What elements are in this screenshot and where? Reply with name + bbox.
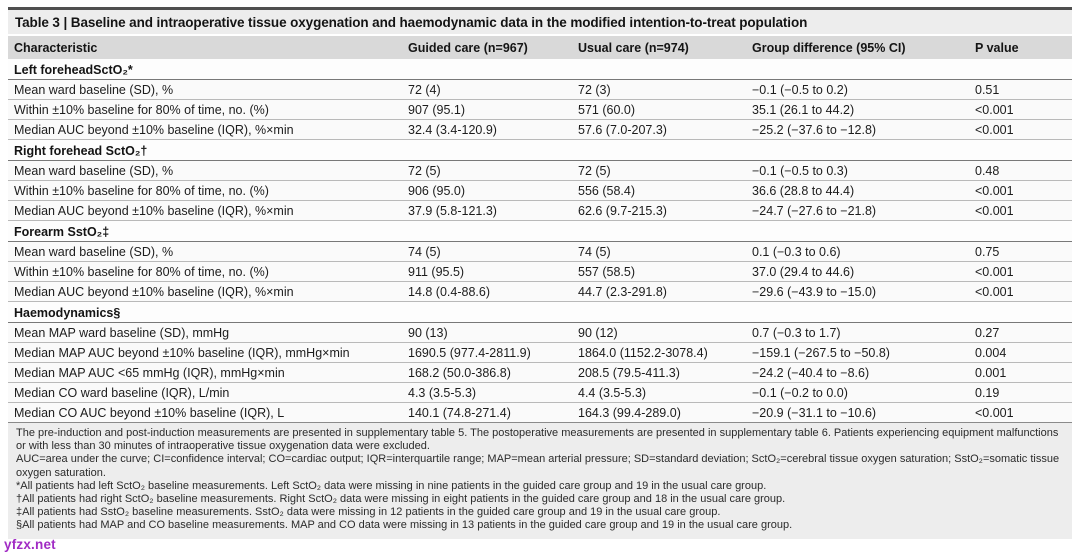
column-header-p-value: P value bbox=[969, 36, 1072, 59]
cell-guided-care: 90 (13) bbox=[402, 323, 572, 343]
cell-guided-care: 37.9 (5.8-121.3) bbox=[402, 201, 572, 221]
cell-characteristic: Within ±10% baseline for 80% of time, no. (%) bbox=[8, 100, 402, 120]
cell-group-difference: −0.1 (−0.5 to 0.3) bbox=[746, 161, 969, 181]
watermark-text: yfzx.net bbox=[4, 537, 56, 552]
cell-guided-care: 911 (95.5) bbox=[402, 262, 572, 282]
cell-usual-care: 571 (60.0) bbox=[572, 100, 746, 120]
cell-usual-care: 74 (5) bbox=[572, 242, 746, 262]
cell-characteristic: Within ±10% baseline for 80% of time, no. (%) bbox=[8, 181, 402, 201]
cell-characteristic: Median AUC beyond ±10% baseline (IQR), %×min bbox=[8, 120, 402, 140]
table-row bbox=[8, 403, 1072, 423]
table-row bbox=[8, 161, 1072, 181]
cell-usual-care: 4.4 (3.5-5.3) bbox=[572, 383, 746, 403]
cell-group-difference: −29.6 (−43.9 to −15.0) bbox=[746, 282, 969, 302]
section-header-label: Right forehead SctO₂† bbox=[8, 140, 1072, 161]
cell-group-difference: −24.2 (−40.4 to −8.6) bbox=[746, 363, 969, 383]
section-header-label: Haemodynamics§ bbox=[8, 302, 1072, 323]
section-header-label: Forearm SstO₂‡ bbox=[8, 221, 1072, 242]
table-row bbox=[8, 262, 1072, 282]
cell-group-difference: 35.1 (26.1 to 44.2) bbox=[746, 100, 969, 120]
cell-p-value: <0.001 bbox=[969, 403, 1072, 423]
cell-characteristic: Median CO ward baseline (IQR), L/min bbox=[8, 383, 402, 403]
cell-guided-care: 168.2 (50.0-386.8) bbox=[402, 363, 572, 383]
cell-p-value: <0.001 bbox=[969, 100, 1072, 120]
cell-usual-care: 556 (58.4) bbox=[572, 181, 746, 201]
cell-usual-care: 90 (12) bbox=[572, 323, 746, 343]
cell-guided-care: 906 (95.0) bbox=[402, 181, 572, 201]
table-row bbox=[8, 383, 1072, 403]
cell-p-value: <0.001 bbox=[969, 262, 1072, 282]
cell-guided-care: 14.8 (0.4-88.6) bbox=[402, 282, 572, 302]
table-row bbox=[8, 363, 1072, 383]
cell-p-value: 0.51 bbox=[969, 80, 1072, 100]
cell-p-value: 0.001 bbox=[969, 363, 1072, 383]
cell-characteristic: Mean ward baseline (SD), % bbox=[8, 80, 402, 100]
table-row bbox=[8, 242, 1072, 262]
table3-container bbox=[8, 7, 1072, 539]
cell-characteristic: Mean MAP ward baseline (SD), mmHg bbox=[8, 323, 402, 343]
cell-guided-care: 4.3 (3.5-5.3) bbox=[402, 383, 572, 403]
cell-p-value: 0.75 bbox=[969, 242, 1072, 262]
section-header-row bbox=[8, 140, 1072, 161]
cell-group-difference: 0.7 (−0.3 to 1.7) bbox=[746, 323, 969, 343]
cell-guided-care: 1690.5 (977.4-2811.9) bbox=[402, 343, 572, 363]
cell-p-value: <0.001 bbox=[969, 181, 1072, 201]
cell-guided-care: 140.1 (74.8-271.4) bbox=[402, 403, 572, 423]
table-row bbox=[8, 181, 1072, 201]
cell-group-difference: −24.7 (−27.6 to −21.8) bbox=[746, 201, 969, 221]
cell-usual-care: 557 (58.5) bbox=[572, 262, 746, 282]
cell-characteristic: Mean ward baseline (SD), % bbox=[8, 242, 402, 262]
footnote-line: §All patients had MAP and CO baseline measurements. MAP and CO data were missing in 13 patients in the guided care group and 19 in the usual care group. bbox=[16, 519, 793, 532]
cell-p-value: <0.001 bbox=[969, 201, 1072, 221]
cell-p-value: 0.27 bbox=[969, 323, 1072, 343]
cell-usual-care: 57.6 (7.0-207.3) bbox=[572, 120, 746, 140]
cell-p-value: <0.001 bbox=[969, 120, 1072, 140]
table-footnotes bbox=[8, 423, 1072, 539]
footnote-line: *All patients had left SctO₂ baseline measurements. Left SctO₂ data were missing in nine patients in the guided care group and 19 in the usual care group. bbox=[16, 479, 767, 492]
table-row bbox=[8, 201, 1072, 221]
footnote-line: AUC=area under the curve; CI=confidence interval; CO=cardiac output; IQR=interquartile range; MAP=mean arterial pressure; SD=standard deviation; SctO₂=cerebral tissue oxygen saturation; SstO₂=somatic tissue oxygen saturation. bbox=[16, 453, 1060, 479]
cell-group-difference: −25.2 (−37.6 to −12.8) bbox=[746, 120, 969, 140]
cell-usual-care: 1864.0 (1152.2-3078.4) bbox=[572, 343, 746, 363]
cell-characteristic: Mean ward baseline (SD), % bbox=[8, 161, 402, 181]
footnote-line: The pre-induction and post-induction measurements are presented in supplementary table 5. The postoperative measurements are presented in supplementary table 6. Patients experiencing equipment malfunctions or with less than 30 minutes of intraoperative tissue oxygenation data were excluded. bbox=[16, 427, 1059, 453]
cell-usual-care: 72 (3) bbox=[572, 80, 746, 100]
cell-characteristic: Median AUC beyond ±10% baseline (IQR), %×min bbox=[8, 201, 402, 221]
column-header-usual-care: Usual care (n=974) bbox=[572, 36, 746, 59]
cell-usual-care: 44.7 (2.3-291.8) bbox=[572, 282, 746, 302]
cell-characteristic: Median CO AUC beyond ±10% baseline (IQR), L bbox=[8, 403, 402, 423]
cell-guided-care: 32.4 (3.4-120.9) bbox=[402, 120, 572, 140]
cell-usual-care: 62.6 (9.7-215.3) bbox=[572, 201, 746, 221]
column-header-group-difference: Group difference (95% CI) bbox=[746, 36, 969, 59]
cell-guided-care: 907 (95.1) bbox=[402, 100, 572, 120]
cell-group-difference: −159.1 (−267.5 to −50.8) bbox=[746, 343, 969, 363]
cell-usual-care: 72 (5) bbox=[572, 161, 746, 181]
table-title: Table 3 | Baseline and intraoperative tissue oxygenation and haemodynamic data in the modified intention-to-treat population bbox=[8, 10, 1072, 34]
section-header-row bbox=[8, 302, 1072, 323]
table-row bbox=[8, 80, 1072, 100]
cell-characteristic: Median MAP AUC beyond ±10% baseline (IQR), mmHg×min bbox=[8, 343, 402, 363]
section-header-row bbox=[8, 59, 1072, 80]
cell-usual-care: 164.3 (99.4-289.0) bbox=[572, 403, 746, 423]
table-row bbox=[8, 282, 1072, 302]
cell-guided-care: 74 (5) bbox=[402, 242, 572, 262]
cell-group-difference: 37.0 (29.4 to 44.6) bbox=[746, 262, 969, 282]
cell-characteristic: Median AUC beyond ±10% baseline (IQR), %×min bbox=[8, 282, 402, 302]
footnote-line: ‡All patients had SstO₂ baseline measurements. SstO₂ data were missing in 12 patients in the guided care group and 19 in the usual care group. bbox=[16, 506, 721, 519]
footnote-line: †All patients had right SctO₂ baseline measurements. Right SctO₂ data were missing in eight patients in the guided care group and 18 in the usual care group. bbox=[16, 493, 786, 506]
data-table bbox=[8, 36, 1072, 423]
cell-characteristic: Median MAP AUC <65 mmHg (IQR), mmHg×min bbox=[8, 363, 402, 383]
cell-usual-care: 208.5 (79.5-411.3) bbox=[572, 363, 746, 383]
cell-p-value: 0.48 bbox=[969, 161, 1072, 181]
table-row bbox=[8, 100, 1072, 120]
cell-p-value: 0.004 bbox=[969, 343, 1072, 363]
cell-group-difference: 36.6 (28.8 to 44.4) bbox=[746, 181, 969, 201]
cell-guided-care: 72 (5) bbox=[402, 161, 572, 181]
cell-characteristic: Within ±10% baseline for 80% of time, no. (%) bbox=[8, 262, 402, 282]
table-row bbox=[8, 343, 1072, 363]
cell-group-difference: 0.1 (−0.3 to 0.6) bbox=[746, 242, 969, 262]
column-header-row bbox=[8, 36, 1072, 59]
table-row bbox=[8, 323, 1072, 343]
cell-p-value: 0.19 bbox=[969, 383, 1072, 403]
cell-group-difference: −0.1 (−0.5 to 0.2) bbox=[746, 80, 969, 100]
cell-p-value: <0.001 bbox=[969, 282, 1072, 302]
section-header-row bbox=[8, 221, 1072, 242]
section-header-label: Left foreheadSctO₂* bbox=[8, 59, 1072, 80]
column-header-characteristic: Characteristic bbox=[8, 36, 402, 59]
table-row bbox=[8, 120, 1072, 140]
table-body bbox=[8, 59, 1072, 423]
cell-group-difference: −0.1 (−0.2 to 0.0) bbox=[746, 383, 969, 403]
column-header-guided-care: Guided care (n=967) bbox=[402, 36, 572, 59]
cell-group-difference: −20.9 (−31.1 to −10.6) bbox=[746, 403, 969, 423]
cell-guided-care: 72 (4) bbox=[402, 80, 572, 100]
